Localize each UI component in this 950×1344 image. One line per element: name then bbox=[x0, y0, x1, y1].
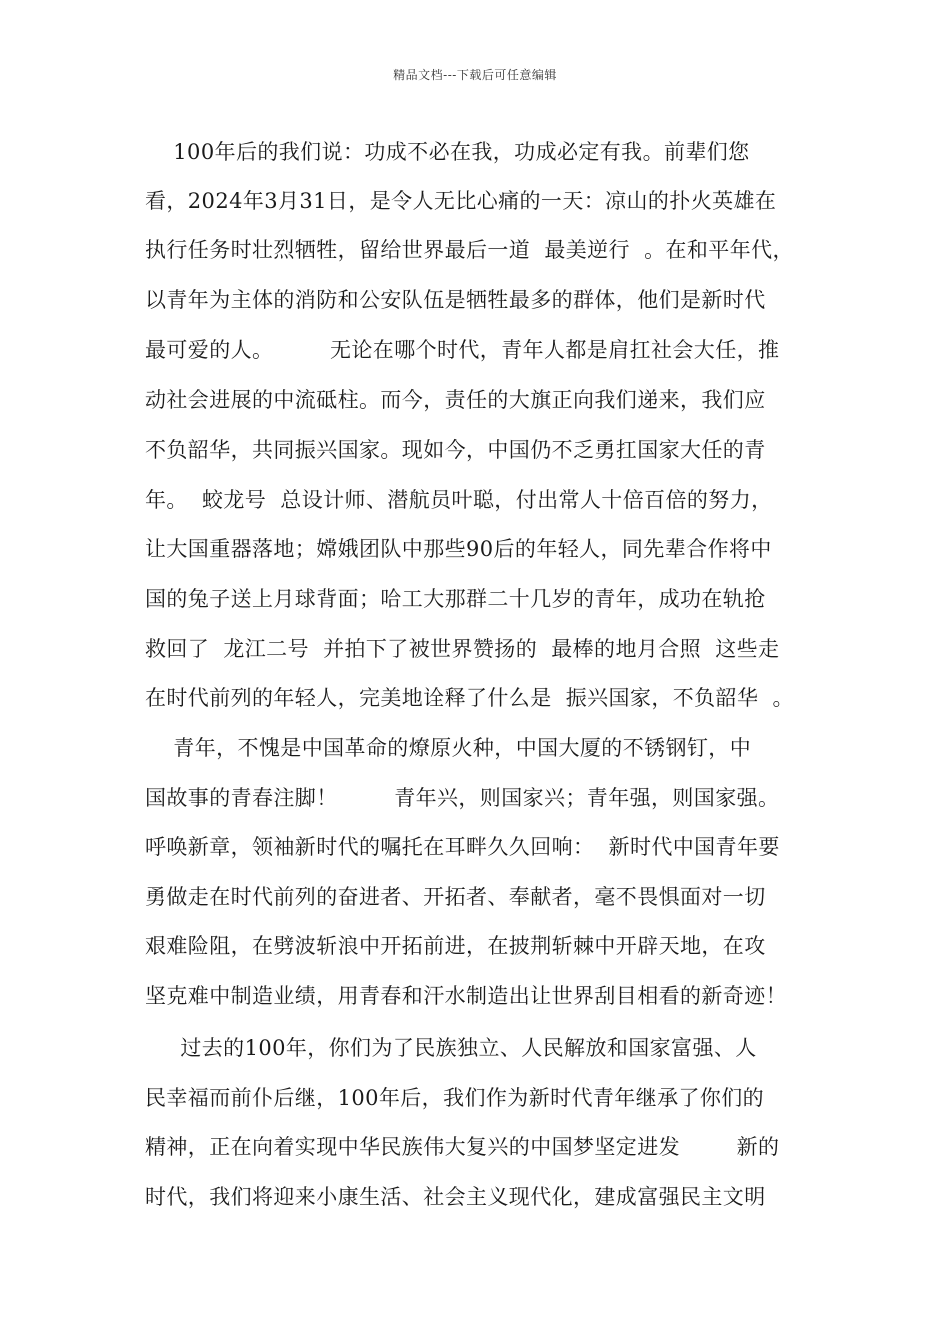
text-line: 呼唤新章，领袖新时代的嘱托在耳畔久久回响： 新时代中国青年要 bbox=[145, 835, 780, 859]
text-line: 年。 蛟龙号 总设计师、潜航员叶聪，付出常人十倍百倍的努力， bbox=[145, 488, 773, 512]
text-line: 国故事的青春注脚！ 青年兴，则国家兴；青年强，则国家强。 bbox=[145, 786, 780, 810]
text-line: 国的兔子送上月球背面；哈工大那群二十几岁的青年，成功在轨抢 bbox=[145, 587, 766, 611]
text-line: 让大国重器落地；嫦娥团队中那些90后的年轻人，同先辈合作将中 bbox=[145, 537, 772, 561]
text-line: 青年，不愧是中国革命的燎原火种，中国大厦的不锈钢钉，中 bbox=[145, 736, 752, 760]
text-line: 动社会进展的中流砥柱。而今，责任的大旗正向我们递来，我们应 bbox=[145, 388, 766, 412]
text-line: 100年后的我们说：功成不必在我，功成必定有我。前辈们您 bbox=[145, 140, 750, 164]
text-line: 看，2024年3月31日，是令人无比心痛的一天：凉山的扑火英雄在 bbox=[145, 189, 777, 213]
text-line: 勇做走在时代前列的奋进者、开拓者、奉献者，毫不畏惧面对一切 bbox=[145, 885, 766, 909]
text-line: 艰难险阻，在劈波斩浪中开拓前进，在披荆斩棘中开辟天地，在攻 bbox=[145, 934, 766, 958]
text-line: 精神，正在向着实现中华民族伟大复兴的中国梦坚定进发 新的 bbox=[145, 1135, 780, 1159]
text-line: 坚克难中制造业绩，用青春和汗水制造出让世界刮目相看的新奇迹！ bbox=[145, 984, 787, 1008]
text-line: 不负韶华，共同振兴国家。现如今，中国仍不乏勇扛国家大任的青 bbox=[145, 438, 766, 462]
text-line: 民幸福而前仆后继，100年后，我们作为新时代青年继承了你们的 bbox=[145, 1086, 765, 1110]
page-header: 精品文档---下载后可任意编辑 bbox=[393, 68, 557, 82]
text-line: 以青年为主体的消防和公安队伍是牺牲最多的群体，他们是新时代 bbox=[145, 288, 766, 312]
text-line: 时代，我们将迎来小康生活、社会主义现代化，建成富强民主文明 bbox=[145, 1185, 766, 1209]
text-line: 救回了 龙江二号 并拍下了被世界赞扬的 最棒的地月合照 这些走 bbox=[145, 637, 780, 661]
text-line: 在时代前列的年轻人，完美地诠释了什么是 振兴国家，不负韶华 。 bbox=[145, 686, 794, 710]
text-line: 最可爱的人。 无论在哪个时代，青年人都是肩扛社会大任，推 bbox=[145, 338, 780, 362]
text-line: 执行任务时壮烈牺牲，留给世界最后一道 最美逆行 。在和平年代， bbox=[145, 238, 794, 262]
text-line: 过去的100年，你们为了民族独立、人民解放和国家富强、人 bbox=[145, 1036, 757, 1060]
